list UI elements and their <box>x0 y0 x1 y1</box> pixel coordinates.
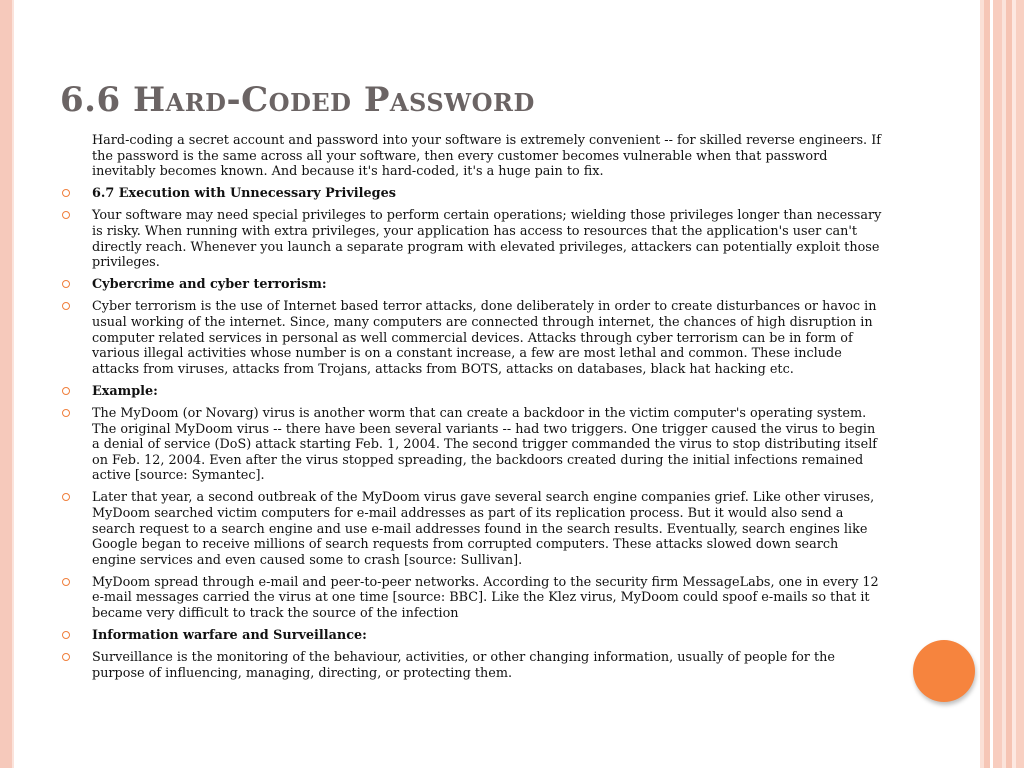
paragraph-text: Cyber terrorism is the use of Internet based terror attacks, done deliberately in order to create disturbances or havoc in usual working of the internet. Since, many computers are connected through internet, the chances of high disruption in computer related services in personal as well commercial devices. Attacks through cyber terrorism can be in form of various illegal activities whose number is on a constant increase, a few are most lethal and common. These include attacks from viruses, attacks from Trojans, attacks from BOTS, attacks on databases, black hat hacking etc. <box>92 299 877 377</box>
paragraph-text: Hard-coding a secret account and password into your software is extremely convenient -- for skilled reverse engineers. If the password is the same across all your software, then every customer becomes vulnerable when that password inevitably becomes known. And because it's hard-coded, it's a huge pain to fix. <box>92 133 881 180</box>
heading-cybercrime <box>62 277 882 293</box>
bullet-icon <box>62 578 70 586</box>
heading-text: 6.7 Execution with Unnecessary Privileges <box>92 186 396 202</box>
bullet-icon <box>62 409 70 417</box>
bullet-icon <box>62 653 70 661</box>
bullet-icon <box>62 280 70 288</box>
bullet-icon <box>62 302 70 310</box>
bullet-icon <box>62 631 70 639</box>
bullet-icon <box>62 493 70 501</box>
paragraph-mydoom-3 <box>62 575 882 622</box>
left-border-decoration <box>0 0 12 768</box>
right-stripes-decoration <box>980 0 1024 768</box>
paragraph-hard-coded-password <box>62 133 882 180</box>
paragraph-text: MyDoom spread through e-mail and peer-to-peer networks. According to the security firm MessageLabs, one in every 12 e-mail messages carried the virus at one time [source: BBC]. Like the Klez virus, MyDoom could spoof e-mails so that it became very difficult to track the source of the infection <box>92 574 879 622</box>
heading-execution-privileges <box>62 186 882 202</box>
bullet-icon <box>62 189 70 197</box>
slide-title: 6.6 Hard-Coded Password <box>60 80 535 120</box>
heading-text: Information warfare and Surveillance: <box>92 628 367 644</box>
paragraph-text: Surveillance is the monitoring of the behaviour, activities, or other changing information, usually of people for the purpose of influencing, managing, directing, or protecting them. <box>92 650 835 681</box>
paragraph-text: Later that year, a second outbreak of the MyDoom virus gave several search engine companies grief. Like other viruses, MyDoom searched victim computers for e-mail addresses as part of its replication process. But it would also send a search request to a search engine and use e-mail addresses found in the search results. Eventually, search engines like Google began to receive millions of search requests from corrupted computers. These attacks slowed down search engine services and even caused some to crash [source: Sullivan]. <box>92 490 875 568</box>
slide-content <box>62 133 882 688</box>
bullet-icon <box>62 211 70 219</box>
left-border-decoration-inner <box>12 0 14 768</box>
orange-circle-decoration <box>913 640 975 702</box>
paragraph-mydoom-1 <box>62 406 882 484</box>
bullet-icon <box>62 387 70 395</box>
paragraph-cyber-terrorism <box>62 299 882 377</box>
paragraph-mydoom-2 <box>62 490 882 568</box>
heading-text: Example: <box>92 383 158 399</box>
heading-text: Cybercrime and cyber terrorism: <box>92 277 327 293</box>
heading-example <box>62 384 882 400</box>
paragraph-surveillance <box>62 650 882 681</box>
paragraph-text: Your software may need special privileges to perform certain operations; wielding those privileges longer than necessary is risky. When running with extra privileges, your application has access to resources that the application's user can't directly reach. Whenever you launch a separate program with elevated privileges, attackers can potentially exploit those privileges. <box>92 208 882 271</box>
paragraph-privileges <box>62 208 882 270</box>
paragraph-text: The MyDoom (or Novarg) virus is another worm that can create a backdoor in the victim computer's operating system. The original MyDoom virus -- there have been several variants -- had two triggers. One trigger caused the virus to begin a denial of service (DoS) attack starting Feb. 1, 2004. The second trigger commanded the virus to stop distributing itself on Feb. 12, 2004. Even after the virus stopped spreading, the backdoors created during the initial infections remained active [source: Symantec]. <box>92 405 878 484</box>
heading-information-warfare <box>62 628 882 644</box>
